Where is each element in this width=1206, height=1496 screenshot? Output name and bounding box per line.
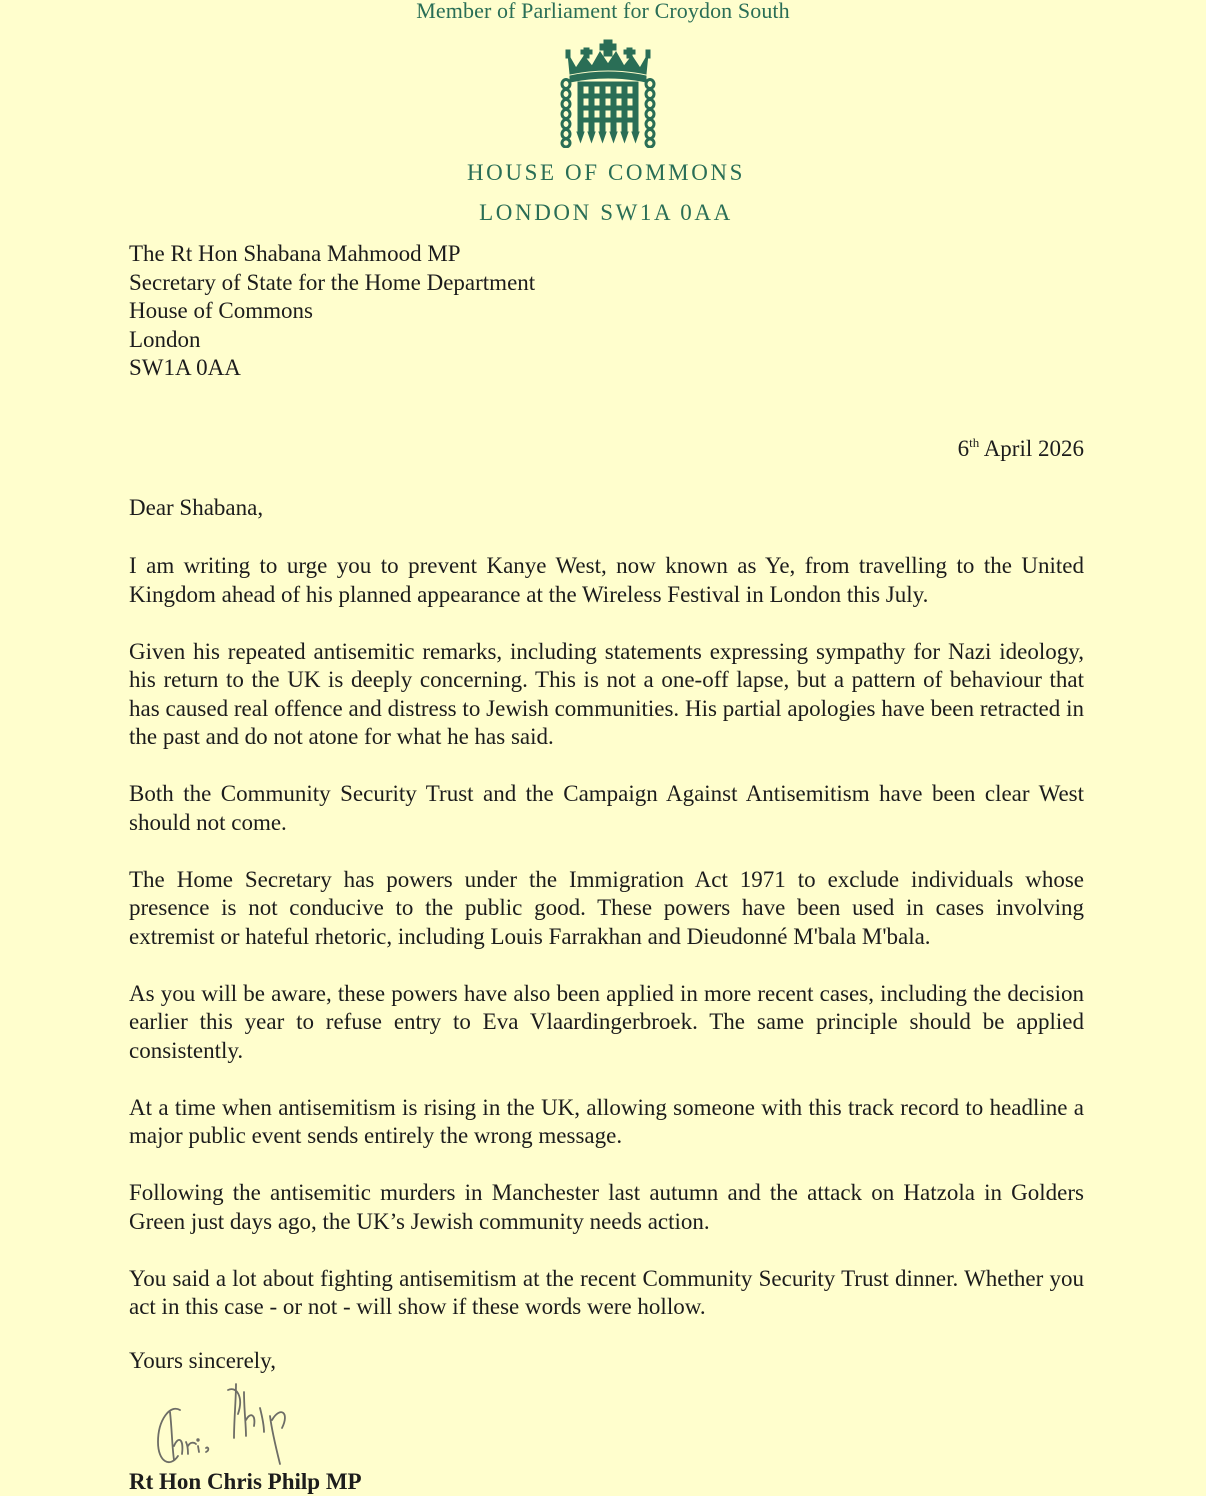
recipient-line: House of Commons (129, 298, 313, 323)
body-paragraph: Both the Community Security Trust and the Campaign Against Antisemitism have been clear West should not come. (129, 781, 1084, 835)
body-paragraph: Given his repeated antisemitic remarks, including statements expressing sympathy for Nazi ideology, his return to the UK is deeply concerning. This is not a one-off lapse, but a pattern of behaviour that has caused real offence and distress to Jewish communities. His partial apologies have been retracted in the past and do not atone for what he has said. (129, 638, 1084, 749)
letter-body (129, 552, 1084, 1350)
body-paragraph: The Home Secretary has powers under the Immigration Act 1971 to exclude individuals whose presence is not conducive to the public good. These powers have been used in cases involving extremist or hateful rhetoric, including Louis Farrakhan and Dieudonné M'bala M'bala. (129, 866, 1084, 949)
date-month-year: April 2026 (979, 436, 1084, 461)
institution-name: HOUSE OF COMMONS (466, 160, 746, 185)
recipient-line: Secretary of State for the Home Department (129, 269, 536, 295)
letter-date (958, 436, 1084, 462)
body-paragraph: Following the antisemitic murders in Manchester last autumn and the attack on Hatzola in Golders Green just days ago, the UK’s Jewish community needs action. (129, 1180, 1084, 1234)
recipient-line: The Rt Hon Shabana Mahmood MP (129, 241, 461, 266)
date-day: 6 (957, 436, 970, 461)
recipient-line: London (129, 326, 201, 352)
body-paragraph: As you will be aware, these powers have also been applied in more recent cases, including the decision earlier this year to refuse entry to Eva Vlaardingerbroek. The same principle should be applied consistently. (129, 980, 1084, 1063)
signatory-name: Rt Hon Chris Philp MP (129, 1469, 362, 1494)
mp-constituency-line: Member of Parliament for Croydon South (416, 0, 790, 23)
salutation: Dear Shabana, (129, 495, 264, 520)
body-paragraph: I am writing to urge you to prevent Kanye West, now known as Ye, from travelling to the United Kingdom ahead of his planned appearance at the Wireless Festival in London this July. (129, 553, 1084, 607)
body-paragraph: You said a lot about fighting antisemitism at the recent Community Security Trust dinner. Whether you act in this case - or not - will show if these words were hollow. (129, 1265, 1084, 1319)
recipient-address (129, 240, 535, 383)
closing: Yours sincerely, (129, 1348, 276, 1373)
body-paragraph: At a time when antisemitism is rising in the UK, allowing someone with this track record to headline a major public event sends entirely the wrong message. (129, 1094, 1084, 1148)
portcullis-icon (558, 38, 658, 148)
institution-address: LONDON SW1A 0AA (479, 200, 733, 225)
recipient-line: SW1A 0AA (129, 355, 241, 380)
signature-icon (152, 1380, 302, 1472)
date-suffix: th (969, 435, 980, 450)
